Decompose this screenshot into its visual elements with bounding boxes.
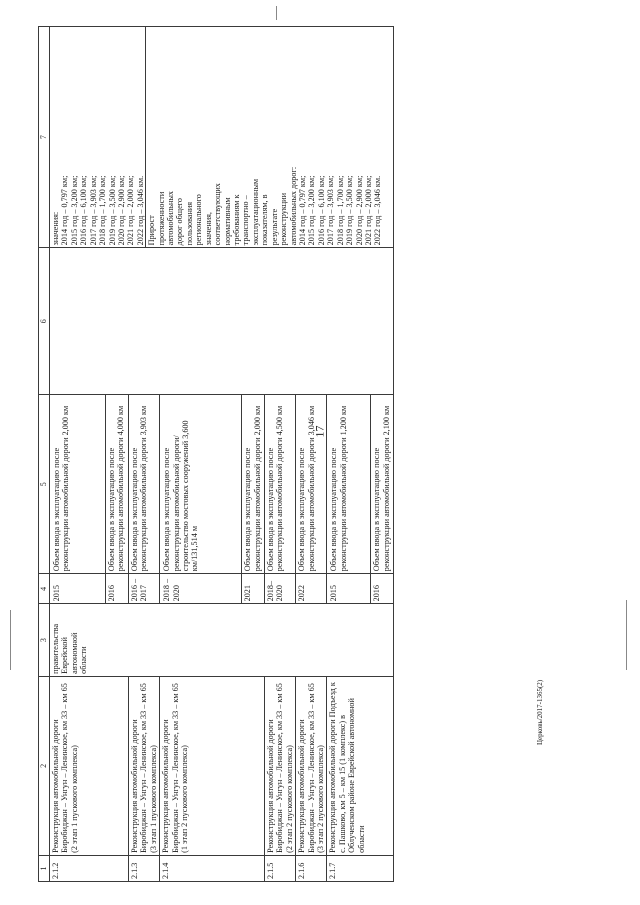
header-cell: 3 [39, 604, 50, 676]
row-number: 2.1.3 [128, 855, 159, 881]
document-id: Церковь/2017-1365(2) [536, 679, 544, 745]
result: Объем ввода в эксплуатацию после реконструкции автомобильной дороги 3,046 км [296, 395, 327, 574]
indicator-line: 2014 год – 0,797 км; [297, 175, 307, 246]
empty-column-6 [50, 248, 394, 395]
indicator-line: 2015 год – 3,200 км; [69, 175, 79, 246]
header-cell: 5 [39, 395, 50, 574]
indicator-line: значения: [51, 211, 60, 246]
responsible-party: правительства Еврейской автономной области [50, 604, 394, 676]
row-number: 2.1.6 [296, 855, 327, 881]
page-number: 17 [312, 425, 327, 438]
measure-name: Реконструкция автомобильной дороги Биробиджан – Унгун – Ленинское, км 33 – км 65 (2 этап 1 пускового комплекса) [50, 676, 129, 855]
indicator-line: требованиям к [232, 194, 242, 246]
measure-name: Реконструкция автомобильной дороги Биробиджан – Унгун – Ленинское, км 33 – км 65 (1 этап 2 пускового комплекса) [160, 676, 265, 855]
indicator-line: значения, [203, 212, 213, 246]
indicator-line: 2021 год – 2,000 км; [126, 175, 136, 246]
header-cell: 4 [39, 574, 50, 604]
year: 2015 [52, 585, 61, 602]
measure-name: Реконструкция автомобильной дороги Биробиджан – Унгун – Ленинское, км 33 – км 65 (3 этап 1 пускового комплекса) [128, 676, 159, 855]
indicator-line: 2017 год – 3,903 км; [326, 175, 336, 246]
table-row [50, 27, 129, 882]
indicator-line: 2020 год – 2,900 км; [354, 175, 364, 246]
header-cell: 2 [39, 676, 50, 855]
rotated-table [38, 26, 586, 882]
result: Объем ввода в эксплуатацию после реконструкции автомобильной дороги 2,000 км [52, 405, 71, 572]
years-cell [160, 574, 265, 604]
indicator-line: автомобильных дорог: [288, 166, 298, 246]
row-number: 2.1.5 [264, 855, 295, 881]
road-reconstruction-table [38, 26, 394, 882]
indicator-line: 2018 год – 1,700 км; [98, 175, 108, 246]
year: 2016 [105, 574, 117, 603]
measure-name: Реконструкция автомобильной дороги Биробиджан – Унгун – Ленинское, км 33 – км 65 (2 этап 2 пускового комплекса) [264, 676, 295, 855]
results-cell [160, 395, 265, 574]
header-cell: 1 [39, 855, 50, 881]
year: 2016 – 2017 [128, 574, 159, 604]
indicator-line: 2019 год – 3,500 км; [107, 175, 117, 246]
row-number: 2.1.2 [50, 855, 129, 881]
results-cell [50, 395, 129, 574]
year: 2015 [329, 585, 339, 602]
header-cell: 6 [39, 248, 50, 395]
years-cell [327, 574, 394, 604]
row-number: 2.1.4 [160, 855, 265, 881]
indicator-line: 2020 год – 2,900 км; [116, 175, 126, 246]
indicator-line: нормативным [222, 197, 232, 246]
measure-name: Реконструкция автомобильной дороги Подъезд к с. Пашково, км 5 – км 15 (1 комплекс) в Облученском районе Еврейской автономной области [327, 676, 394, 855]
indicator-line: Прирост [147, 215, 157, 246]
indicator-line: 2021 год – 2,000 км; [363, 175, 373, 246]
indicator-line: 2014 год – 0,797 км; [60, 175, 70, 246]
years-cell [50, 574, 129, 604]
indicator-line: 2019 год – 3,500 км; [345, 175, 355, 246]
year: 2022 [296, 574, 327, 604]
indicator-line: 2015 год – 3,200 км; [307, 175, 317, 246]
indicator-line: реконструкции [279, 193, 289, 246]
column-header-row [39, 27, 50, 882]
indicator-line: дорог общего [175, 198, 185, 246]
row-number: 2.1.7 [327, 855, 394, 881]
indicator-line: 2017 год – 3,903 км; [88, 175, 98, 246]
indicator-line: регионального [194, 194, 204, 246]
scan-mark-left [10, 610, 11, 670]
result: Объем ввода в эксплуатацию после реконструкции автомобильной дороги/ строительство мостовых сооружений 3,600 км/131,514 м [162, 420, 200, 572]
indicator-line: эксплуатационным [250, 178, 260, 246]
indicator-line: пользования [184, 201, 194, 246]
indicator-line: показателям, в [260, 194, 270, 246]
indicator-line: протяженности [156, 191, 166, 246]
year: 2018 – 2020 [162, 578, 181, 602]
year: 2021 [241, 574, 253, 603]
result: Объем ввода в эксплуатацию после реконструкции автомобильной дороги 4,000 км [105, 395, 127, 573]
header-cell: 7 [39, 27, 50, 248]
rotated-table-frame [38, 26, 586, 882]
indicator-description-block [145, 27, 384, 247]
indicator-line: автомобильных [166, 191, 176, 246]
result: Объем ввода в эксплуатацию после реконструкции автомобильной дороги 2,000 км [241, 395, 263, 573]
scan-mark-top [276, 6, 277, 20]
indicator-values-block [51, 29, 145, 245]
indicator-line: 2022 год – 3,046 км. [373, 175, 383, 246]
results-cell [327, 395, 394, 574]
indicator-line: результате [269, 208, 279, 246]
indicator-line: транспортно – [241, 195, 251, 246]
result: Объем ввода в эксплуатацию после реконструкции автомобильной дороги 3,903 км [128, 395, 159, 574]
year: 2018– 2020 [264, 574, 295, 604]
measure-name: Реконструкция автомобильной дороги Биробиджан – Унгун – Ленинское, км 33 – км 65 (3 этап 2 пускового комплекса) [296, 676, 327, 855]
indicator-line: соответствующих [213, 183, 223, 246]
year: 2016 [370, 574, 382, 603]
indicator-line: 2022 год – 3,046 км. [135, 175, 145, 246]
indicator-line: 2016 год – 6,100 км; [79, 175, 89, 246]
indicator-line: 2016 год – 6,100 км; [316, 175, 326, 246]
indicator-line: 2018 год – 1,700 км; [335, 175, 345, 246]
result: Объем ввода в эксплуатацию после реконструкции автомобильной дороги 4,500 км [264, 395, 295, 574]
result: Объем ввода в эксплуатацию после реконструкции автомобильной дороги 2,100 км [370, 395, 392, 573]
target-indicators-cell [50, 27, 394, 248]
result: Объем ввода в эксплуатацию после реконструкции автомобильной дороги 1,200 км [329, 405, 348, 572]
scan-mark-right [626, 600, 627, 670]
